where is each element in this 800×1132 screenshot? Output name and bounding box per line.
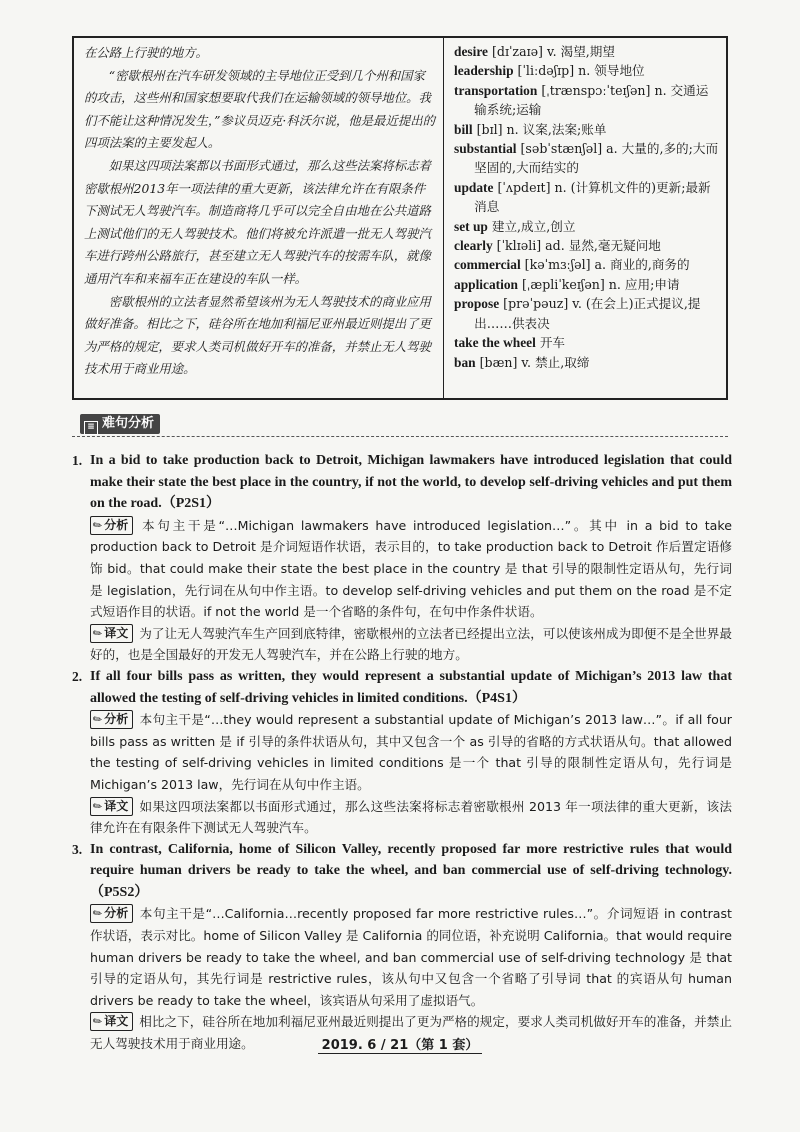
- vocab-word: substantial: [454, 141, 517, 157]
- analysis-text: 本句主干是“…California…recently proposed far more restrictive rules…”。介词短语 in contrast 作状语，表示对比。home of Silicon Valley 是 California 的同位语，补充说明 California。that would require human drivers be ready to take the wheel, and ban commercial use of self-driving technology 是 that 引导的定语从句，其先行词是 restrictive rules，该从句中又包含一个省略了引导词 that 的宾语从句 human drivers be ready to take the wheel，该宾语从句采用了虚拟语气。: [90, 906, 732, 1008]
- vocab-word: update: [454, 179, 494, 195]
- analysis-text: 本句主干是“…they would represent a substantial update of Michigan’s 2013 law…”。if all four bills pass as written 是 if 引导的条件状语从句，其中又包含一个 as 引导的省略的方式状语从句。that allowed the testing of self-driving vehicles in limited conditions 是一个 that 引导的限制性定语从句，先行词是 Michigan’s 2013 law，先行词在从句中作主语。: [90, 712, 732, 792]
- pencil-icon: ✎: [90, 711, 106, 728]
- vocab-definition: [ˌtrænspɔːˈteɪʃən] n. 交通运输系统;运输: [474, 82, 709, 118]
- analysis-paragraph: [90, 709, 732, 795]
- vocab-definition: [dɪˈzaɪə] v. 渴望,期望: [487, 44, 615, 59]
- translation-paragraph: 如果这四项法案都以书面形式通过，那么这些法案将标志着密歇根州2013年一项法律的重大更新，该法律允许在有限条件下测试无人驾驶汽车。制造商将几乎可以完全自由地在公共道路上测试他们的无人驾驶技术。他们将被允许派遣一批无人驾驶汽车进行跨州公路旅行，甚至建立无人驾驶汽车的按需车队，就像通用汽车和来福车正在建设的车队一样。: [84, 157, 431, 286]
- vocab-entry: [454, 236, 720, 255]
- issue-date: 2019. 6 / 21（第 1 套）: [318, 1038, 483, 1054]
- vocab-word: bill: [454, 121, 473, 137]
- translation-paragraph: [90, 623, 732, 666]
- vocab-entry: [454, 217, 720, 236]
- vocab-entry: [454, 255, 720, 274]
- translation-label: 译文: [104, 798, 129, 813]
- translation-text: 如果这四项法案都以书面形式通过，那么这些法案将标志着密歇根州 2013 年一项法律的重大更新，该法律允许在有限条件下测试无人驾驶汽车。: [90, 798, 732, 836]
- pencil-icon: ✎: [90, 517, 106, 534]
- vocab-word: ban: [454, 354, 476, 370]
- vocab-entry: [454, 333, 720, 352]
- vocab-entry: [454, 139, 720, 178]
- difficult-sentence: If all four bills pass as written, they would represent a substantial update of Michigan’s 2013 law that allowed the testing of self-driving vehicles in limited conditions.（P4S1）: [90, 668, 732, 706]
- section-header: [72, 414, 728, 437]
- analysis-badge: [90, 710, 133, 729]
- vocab-word: application: [454, 276, 518, 292]
- vocab-definition: [səbˈstænʃəl] a. 大量的,多的;大而坚固的,大而结实的: [474, 141, 719, 176]
- translation-column: [74, 38, 444, 398]
- pencil-icon: ✎: [90, 798, 106, 814]
- section-tag: [80, 414, 160, 434]
- item-number: 2.: [72, 668, 83, 684]
- vocab-entry: [454, 120, 720, 139]
- analysis-item: [72, 450, 732, 666]
- vocab-word: propose: [454, 296, 500, 312]
- analysis-label: 分析: [104, 906, 129, 921]
- pencil-icon: ✎: [90, 1013, 106, 1030]
- vocab-word: transportation: [454, 82, 538, 98]
- page-footer: [0, 1034, 800, 1053]
- vocabulary-column: [444, 38, 726, 398]
- difficult-sentence: In contrast, California, home of Silicon Valley, recently proposed far more restrictive rules that would require human drivers be ready to take the wheel, and ban commercial use of self-driving technology.（P5S2）: [90, 841, 732, 900]
- vocab-word: set up: [454, 218, 488, 234]
- analysis-label: 分析: [104, 712, 129, 727]
- translation-label: 译文: [104, 625, 129, 640]
- vocab-word: commercial: [454, 257, 521, 273]
- vocab-word: clearly: [454, 238, 493, 254]
- vocab-entry: [454, 294, 720, 333]
- sentence-analysis: [72, 450, 732, 1055]
- analysis-item: [72, 839, 732, 1055]
- section-title: 难句分析: [102, 416, 155, 431]
- difficult-sentence: In a bid to take production back to Detroit, Michigan lawmakers have introduced legislation that could make their state the best place in the country, if not the world, to develop self-driving vehicles and put them on the road.（P2S1）: [90, 453, 732, 512]
- translation-paragraph: [90, 796, 732, 839]
- vocab-definition: [bæn] v. 禁止,取缔: [475, 354, 590, 370]
- translation-text: 相比之下，硅谷所在地加利福尼亚州最近则提出了更为严格的规定，要求人类司机做好开车的准备，并禁止无人驾驶技术用于商业用途。: [90, 1014, 732, 1052]
- vocab-entry: [454, 275, 720, 294]
- pencil-icon: ✎: [90, 625, 106, 642]
- translation-text: 为了让无人驾驶汽车生产回到底特律，密歇根州的立法者已经提出立法，可以使该州成为即便不是全世界最好的，也是全国最好的开发无人驾驶汽车，并在公路上行驶的地方。: [90, 625, 732, 663]
- vocab-entry: [454, 353, 720, 372]
- item-number: 3.: [72, 841, 83, 857]
- analysis-text: 本句主干是“…Michigan lawmakers have introduced legislation…”。其中 in a bid to take production back to Detroit 是介词短语作状语，表示目的，to take production back to Detroit 作后置定语修饰 bid。that could make their state the best place in the country 是 that 引导的限制性定语从句，先行词是 legislation，先行词在从句中作主语。to develop self-driving vehicles and put them on the road 是不定式短语作目的状语。if not the world 是一个省略的条件句，在句中作条件状语。: [90, 517, 732, 620]
- vocab-entry: [454, 81, 720, 120]
- analysis-paragraph: [90, 515, 732, 623]
- vocab-definition: 开车: [535, 335, 566, 351]
- analysis-badge: [90, 904, 133, 923]
- analysis-item: [72, 666, 732, 839]
- vocab-entry: [454, 42, 720, 61]
- vocab-definition: [ˈliːdəʃɪp] n. 领导地位: [513, 63, 645, 79]
- translation-label: 译文: [104, 1014, 129, 1029]
- translation-paragraph: “密歇根州在汽车研发领域的主导地位正受到几个州和国家的攻击，这些州和国家想要取代我们在运输领域的领导地位。我们不能让这种情况发生，”参议员迈克·科沃尔说，他是最近提出的四项法案的主要发起人。: [84, 67, 436, 151]
- translation-paragraph: 密歇根州的立法者显然希望该州为无人驾驶技术的商业应用做好准备。相比之下，硅谷所在地加利福尼亚州最近则提出了更为严格的规定，要求人类司机做好开车的准备，并禁止无人驾驶技术用于商业用途。: [84, 293, 431, 377]
- analysis-paragraph: [90, 903, 732, 1011]
- vocab-definition: [kəˈmɜːʃəl] a. 商业的,商务的: [520, 257, 690, 273]
- vocab-word: desire: [454, 44, 488, 59]
- translation-badge: [90, 624, 133, 643]
- vocab-definition: [ˌæpliˈkeɪʃən] n. 应用;申请: [518, 276, 680, 292]
- vocab-word: leadership: [454, 63, 514, 79]
- vocab-entry: [454, 61, 720, 80]
- translation-badge: [90, 797, 133, 816]
- vocab-definition: [ˈʌpdeɪt] n. (计算机文件的)更新;最新消息: [474, 179, 711, 215]
- vocab-definition: [prəˈpəuz] v. (在会上)正式提议,提出……供表决: [474, 296, 701, 331]
- vocab-definition: 建立,成立,创立: [487, 218, 576, 234]
- list-icon: ≡: [84, 421, 98, 435]
- vocab-definition: [bɪl] n. 议案,法案;账单: [472, 121, 607, 137]
- analysis-label: 分析: [104, 517, 129, 532]
- vocab-word: take the wheel: [454, 335, 536, 351]
- analysis-badge: [90, 516, 133, 535]
- translation-badge: [90, 1012, 133, 1031]
- translation-paragraph: 在公路上行驶的地方。: [84, 45, 208, 60]
- top-bilingual-box: [72, 36, 728, 400]
- vocab-entry: [454, 178, 720, 217]
- item-number: 1.: [72, 453, 83, 468]
- pencil-icon: ✎: [90, 906, 106, 922]
- vocab-definition: [ˈklɪəli] ad. 显然,毫无疑问地: [492, 238, 661, 254]
